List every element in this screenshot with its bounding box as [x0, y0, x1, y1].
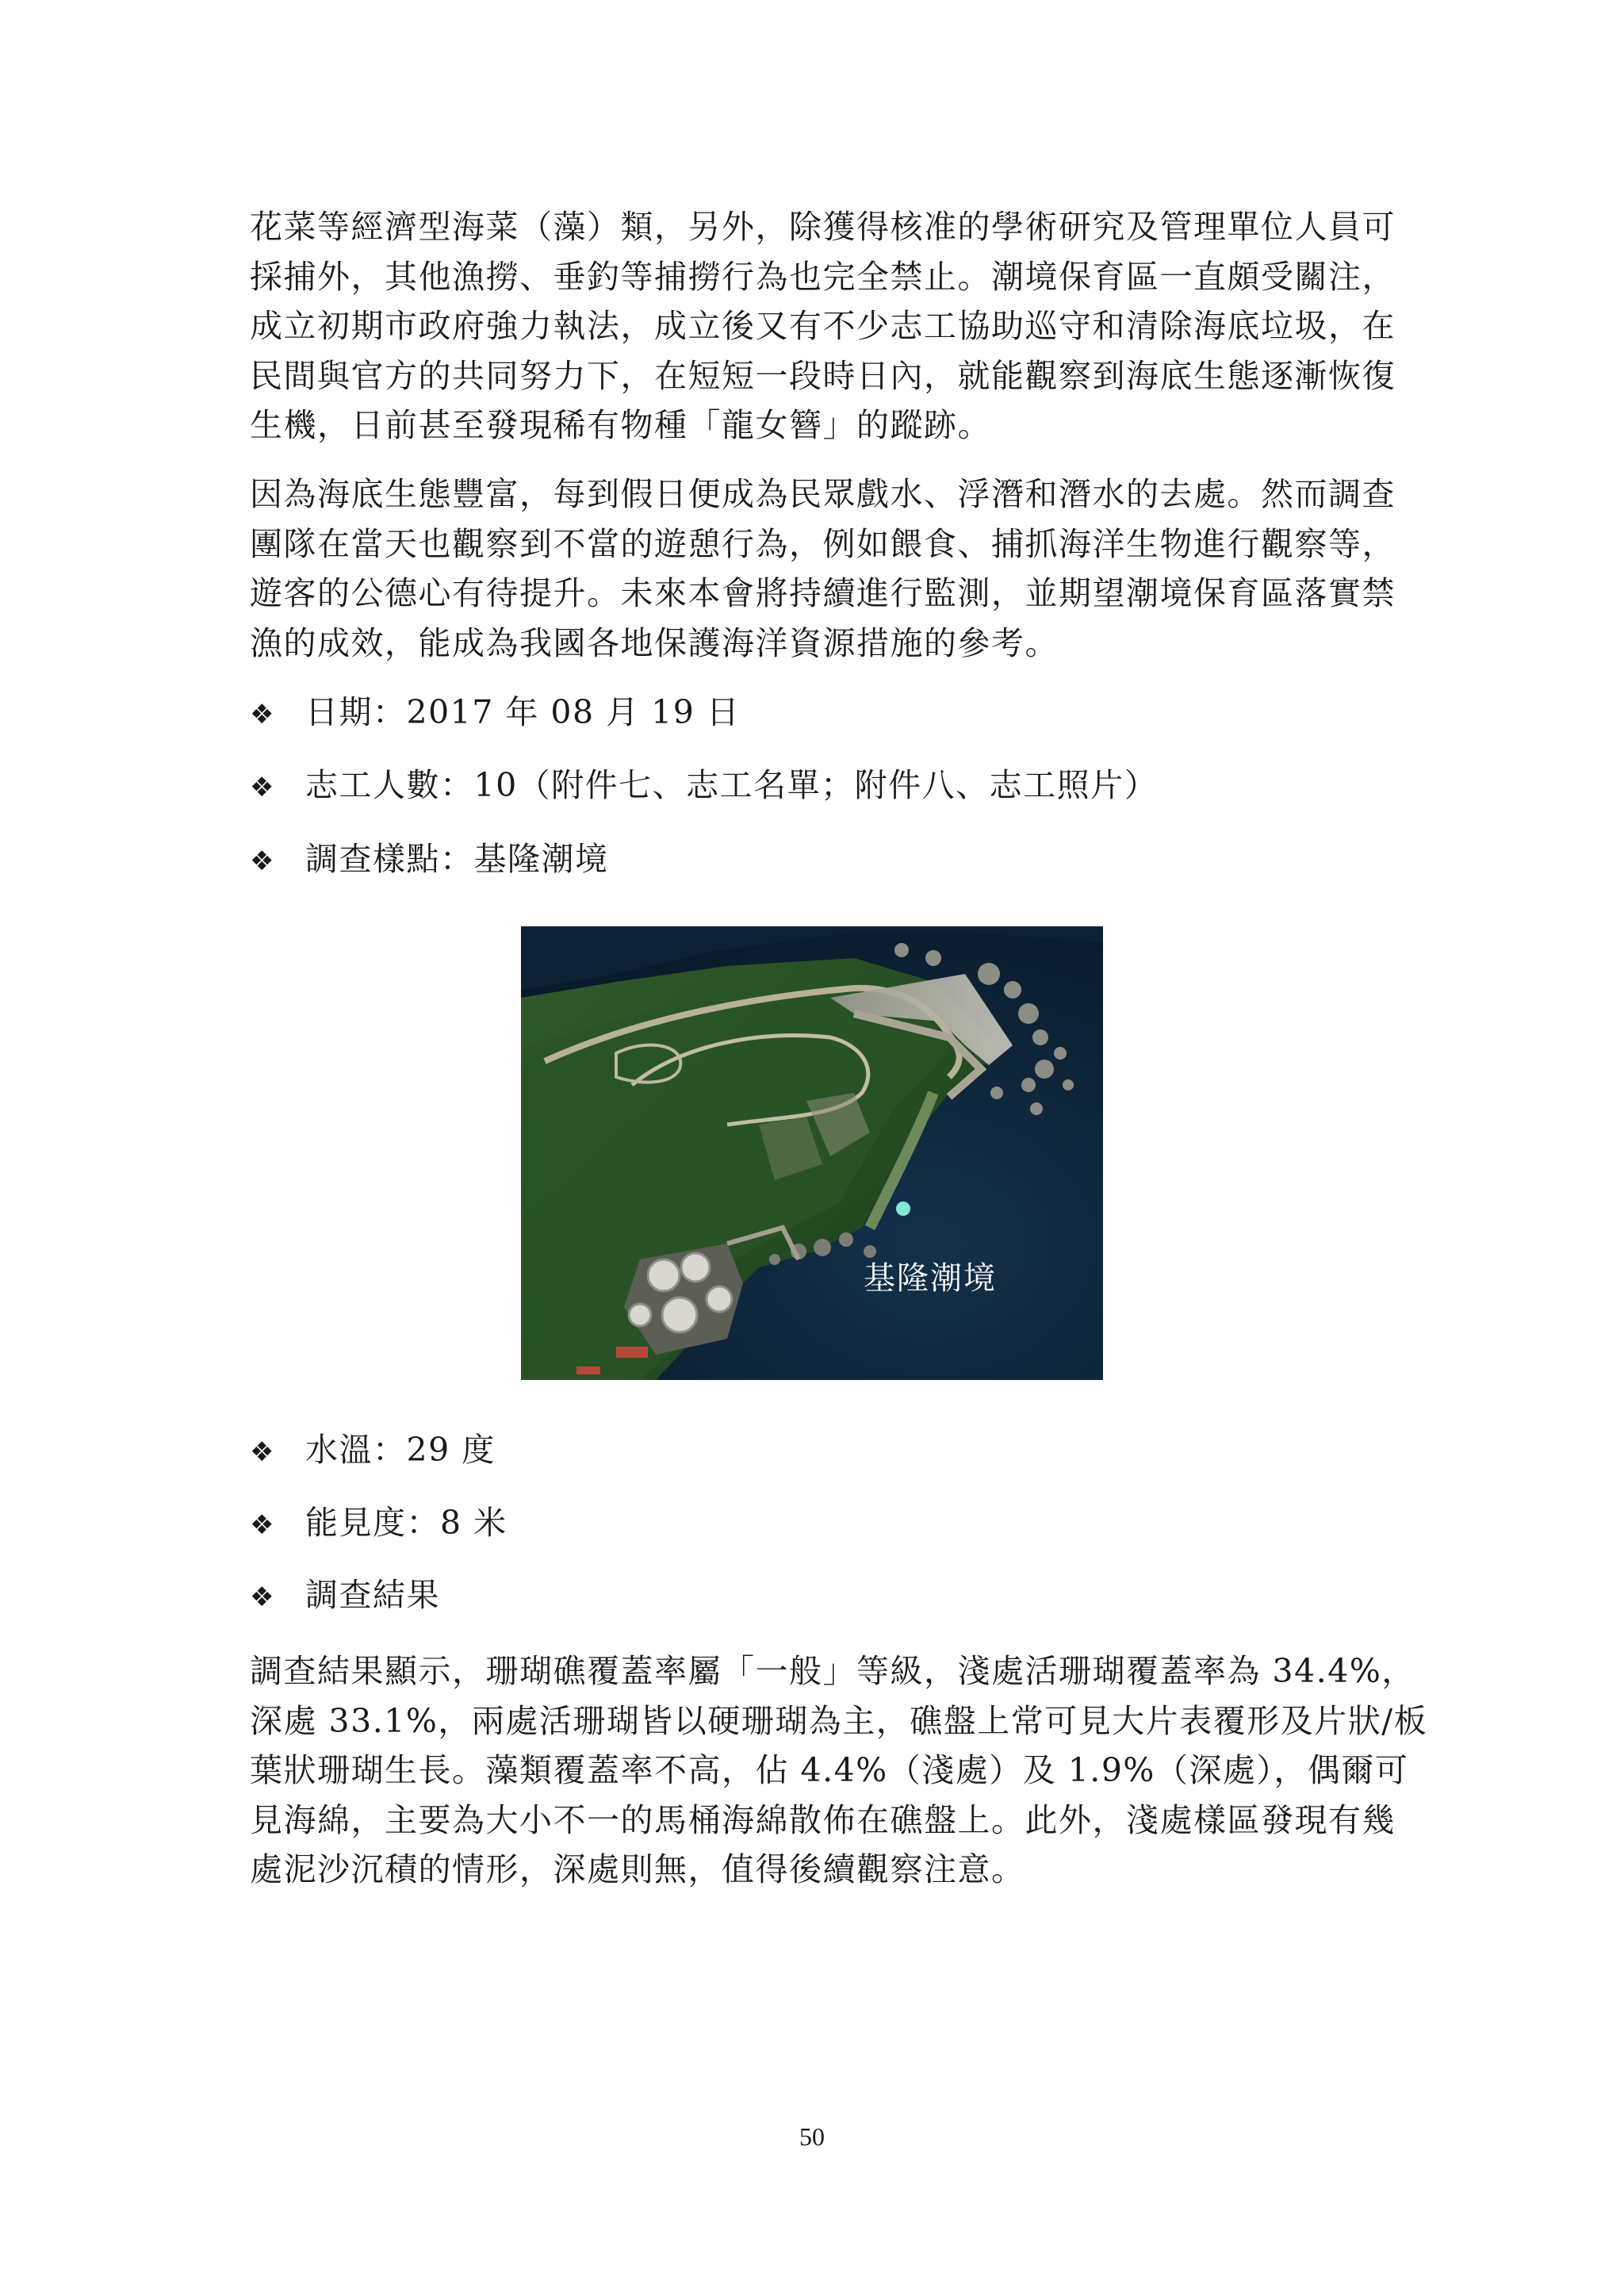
bullet-text: 調查樣點：基隆潮境: [305, 840, 609, 878]
bullet-site: [250, 835, 609, 883]
paragraph-line: 團隊在當天也觀察到不當的遊憩行為，例如餵食、捕抓海洋生物進行觀察等，: [250, 524, 1396, 563]
paragraph-line: 處泥沙沉積的情形，深處則無，值得後續觀察注意。: [250, 1850, 1025, 1888]
paragraph-conservation-history: [250, 202, 1396, 450]
map-label: 基隆潮境: [864, 1260, 997, 1297]
paragraph-line: 花菜等經濟型海菜（藻）類，另外，除獲得核准的學術研究及管理單位人員可: [250, 208, 1396, 246]
diamond-bullet-icon: ❖: [250, 699, 275, 730]
paragraph-line: 調查結果顯示，珊瑚礁覆蓋率屬「一般」等級，淺處活珊瑚覆蓋率為 34.4%，: [250, 1652, 1415, 1690]
bullet-water-temperature: [250, 1426, 496, 1474]
paragraph-line: 生機，日前甚至發現稀有物種「龍女簪」的蹤跡。: [250, 406, 991, 444]
diamond-bullet-icon: ❖: [250, 1581, 275, 1613]
diamond-bullet-icon: ❖: [250, 1509, 275, 1541]
paragraph-line: 深處 33.1%，兩處活珊瑚皆以硬珊瑚為主，礁盤上常可見大片表覆形及片狀/板: [250, 1701, 1428, 1740]
paragraph-line: 成立初期市政府強力執法，成立後又有不少志工協助巡守和清除海底垃圾，在: [250, 307, 1396, 345]
paragraph-line: 葉狀珊瑚生長。藻類覆蓋率不高，佔 4.4%（淺處）及 1.9%（深處），偶爾可: [250, 1751, 1409, 1789]
diamond-bullet-icon: ❖: [250, 845, 275, 877]
bullet-volunteers: [250, 761, 1158, 809]
paragraph-line: 漁的成效，能成為我國各地保護海洋資源措施的參考。: [250, 623, 1059, 662]
paragraph-line: 採捕外，其他漁撈、垂釣等捕撈行為也完全禁止。潮境保育區一直頗受關注，: [250, 257, 1396, 296]
bullet-text: 水溫：29 度: [305, 1431, 496, 1469]
satellite-map-image: [521, 926, 1103, 1380]
bullet-text: 日期：2017 年 08 月 19 日: [305, 693, 741, 731]
paragraph-line: 因為海底生態豐富，每到假日便成為民眾戲水、浮潛和潛水的去處。然而調查: [250, 475, 1396, 513]
diamond-bullet-icon: ❖: [250, 1436, 275, 1468]
page-number: 50: [799, 2122, 825, 2151]
diamond-bullet-icon: ❖: [250, 772, 275, 803]
bullet-text: 調查結果: [305, 1576, 440, 1614]
bullet-survey-results: [250, 1571, 440, 1619]
bullet-text: 能見度：8 米: [305, 1504, 508, 1542]
paragraph-line: 見海綿，主要為大小不一的馬桶海綿散佈在礁盤上。此外，淺處樣區發現有幾: [250, 1800, 1396, 1839]
paragraph-line: 遊客的公德心有待提升。未來本會將持續進行監測，並期望潮境保育區落實禁: [250, 574, 1396, 612]
bullet-date: [250, 688, 740, 736]
paragraph-visitor-behavior: [250, 470, 1396, 668]
bullet-text: 志工人數：10（附件七、志工名單；附件八、志工照片）: [305, 766, 1159, 804]
paragraph-survey-results: [250, 1646, 1428, 1895]
paragraph-line: 民間與官方的共同努力下，在短短一段時日內，就能觀察到海底生態逐漸恢復: [250, 356, 1396, 395]
satellite-map-graphic: [521, 926, 1103, 1380]
bullet-visibility: [250, 1499, 508, 1547]
